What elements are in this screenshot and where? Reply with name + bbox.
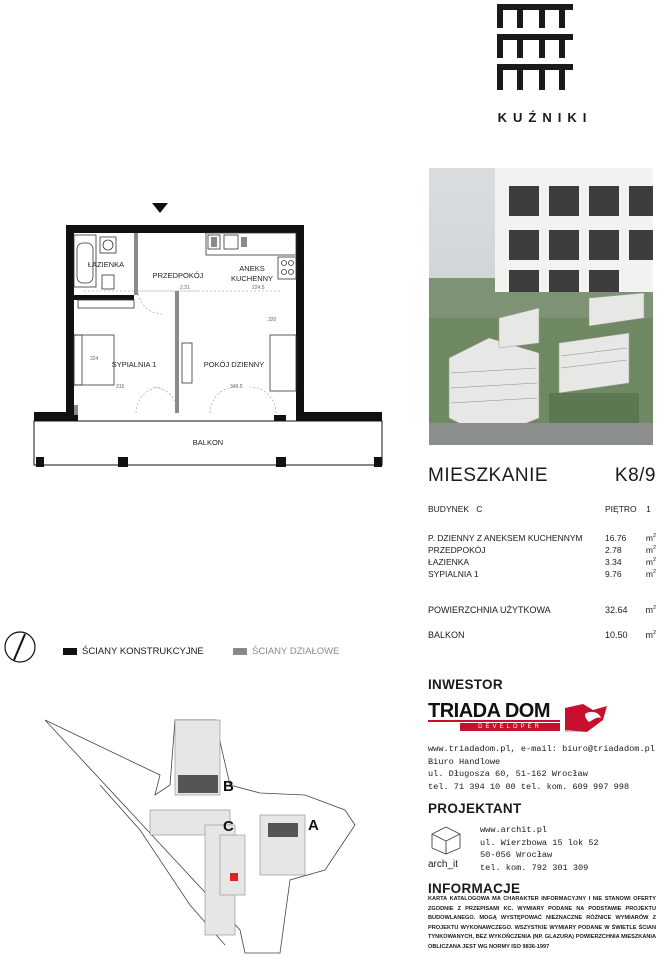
brand-name: KUŹNIKI bbox=[497, 110, 593, 125]
room-label-przedpokoj: PRZEDPOKÓJ bbox=[152, 271, 204, 280]
floor-plan bbox=[30, 195, 390, 475]
investor-office: Biuro Handlowe bbox=[428, 756, 501, 767]
building-label: BUDYNEK bbox=[428, 504, 470, 514]
info-heading: INFORMACJE bbox=[428, 881, 521, 896]
apartment-title-row bbox=[428, 465, 656, 487]
usable-area-value: 32.64 bbox=[605, 605, 628, 615]
site-label-c: C bbox=[223, 818, 234, 835]
triada-dom-logo bbox=[428, 700, 618, 734]
area-row bbox=[428, 533, 656, 544]
legend-label-structural: ŚCIANY KONSTRUKCYJNE bbox=[82, 646, 204, 657]
archit-logo-text: arch_it bbox=[428, 859, 459, 870]
site-label-a: A bbox=[308, 817, 319, 834]
designer-heading: PROJEKTANT bbox=[428, 801, 522, 816]
designer-address: ul. Wierzbowa 15 lok 52 bbox=[480, 837, 599, 848]
balcony-area-row bbox=[428, 630, 656, 641]
area-value: 3.34 bbox=[605, 557, 622, 567]
room-label-lazienka: ŁAZIENKA bbox=[87, 260, 125, 269]
designer-phone: tel. kom. 792 301 309 bbox=[480, 862, 589, 873]
designer-contact bbox=[480, 824, 599, 874]
investor-address: ul. Długosza 60, 51-162 Wrocław bbox=[428, 769, 588, 779]
area-row bbox=[428, 569, 656, 580]
usable-area-row bbox=[428, 605, 656, 616]
area-unit: $m^2$ bbox=[645, 569, 656, 579]
area-name: SYPIALNIA 1 bbox=[428, 569, 479, 579]
building-render bbox=[429, 168, 653, 445]
investor-phone: tel. 71 394 10 00 tel. kom. 609 997 998 bbox=[428, 781, 630, 792]
floor-info bbox=[605, 504, 651, 514]
area-value: 9.76 bbox=[605, 569, 622, 579]
investor-heading: INWESTOR bbox=[428, 677, 503, 692]
dimension-label: 224.5 bbox=[252, 285, 265, 291]
dimension-label: 2.31 bbox=[180, 285, 190, 291]
info-disclaimer: KARTA KATALOGOWA MA CHARAKTER INFORMACYJNY I NIE STANOWI OFERTY ZGODNIE Z PRZEPISAMI KC. WYMIARY PODANE NA PODSTAWIE PROJEKTU BUDOWLANEGO. MOGĄ WYSTĘPOWAĆ NIEZNACZNE RÓŻNICE WYMIARÓW Z PROJEKTU WYKONAWCZEGO. WSZYSTKIE WYMIARY PODANE W ŚWIETLE ŚCIAN TYNKOWANYCH, BEZ WYKOŃCZENIA (NP. GLAZURA) POWIERZCHNIA MIESZKANIA OBLICZANA JEST WG NORMY ISO 9836-1997 bbox=[428, 896, 656, 950]
area-unit: $m^2$ bbox=[645, 545, 656, 555]
legend-partition bbox=[233, 646, 339, 657]
area-value: 2.78 bbox=[605, 545, 622, 555]
balcony-area-label: BALKON bbox=[428, 630, 465, 640]
floor-label: PIĘTRO bbox=[605, 504, 637, 514]
compass-icon bbox=[3, 630, 37, 664]
building-info bbox=[428, 504, 482, 514]
designer-city: 50-056 Wrocław bbox=[480, 850, 553, 860]
area-unit: $m^2$ bbox=[645, 630, 656, 640]
area-name: PRZEDPOKÓJ bbox=[428, 545, 486, 555]
dimension-label: 324 bbox=[90, 356, 99, 362]
room-label-aneks: ANEKS bbox=[239, 264, 265, 273]
area-name: ŁAZIENKA bbox=[428, 557, 470, 567]
apartment-code: K8/9 bbox=[614, 465, 656, 486]
apartment-heading: MIESZKANIE bbox=[428, 465, 549, 486]
room-label-aneks-2: KUCHENNY bbox=[230, 274, 274, 283]
legend-swatch-partition bbox=[233, 648, 247, 655]
triada-logo-text: TRIADA DOM bbox=[428, 700, 560, 722]
room-label-balkon: BALKON bbox=[192, 438, 224, 447]
entrance-arrow-icon bbox=[152, 203, 168, 213]
dimension-label: 315 bbox=[116, 384, 125, 390]
area-unit: $m^2$ bbox=[645, 533, 656, 543]
dimension-label: 320 bbox=[268, 317, 277, 323]
area-name: P. DZIENNY Z ANEKSEM KUCHENNYM bbox=[428, 533, 583, 543]
unit-location-marker bbox=[230, 873, 238, 881]
floor-value: 1 bbox=[646, 504, 651, 514]
triada-logo-sub: DEVELOPER bbox=[460, 723, 560, 731]
investor-contact bbox=[428, 743, 655, 793]
balcony-area-value: 10.50 bbox=[605, 630, 628, 640]
archit-cube-icon bbox=[430, 825, 462, 855]
site-label-b: B bbox=[223, 778, 234, 795]
room-label-pokoj: POKÓJ DZIENNY bbox=[203, 360, 265, 369]
usable-area-label: POWIERZCHNIA UŻYTKOWA bbox=[428, 605, 551, 615]
investor-web: www.triadadom.pl, e-mail: biuro@triadadom.pl bbox=[428, 744, 655, 754]
designer-web: www.archit.pl bbox=[480, 825, 548, 835]
kuzniki-logo bbox=[497, 4, 573, 92]
area-row bbox=[428, 557, 656, 568]
legend-structural bbox=[63, 646, 204, 657]
triada-logo-since: od 1999 r. bbox=[565, 728, 583, 733]
area-value: 16.76 bbox=[605, 533, 627, 543]
building-value: C bbox=[476, 504, 483, 514]
area-unit: $m^2$ bbox=[645, 557, 656, 567]
area-unit: $m^2$ bbox=[645, 605, 656, 615]
legend-swatch-structural bbox=[63, 648, 77, 655]
dimension-label: 349.5 bbox=[230, 384, 243, 390]
area-row bbox=[428, 545, 656, 556]
legend-label-partition: ŚCIANY DZIAŁOWE bbox=[252, 646, 340, 657]
room-label-sypialnia: SYPIALNIA 1 bbox=[111, 360, 157, 369]
site-plan bbox=[40, 715, 370, 955]
